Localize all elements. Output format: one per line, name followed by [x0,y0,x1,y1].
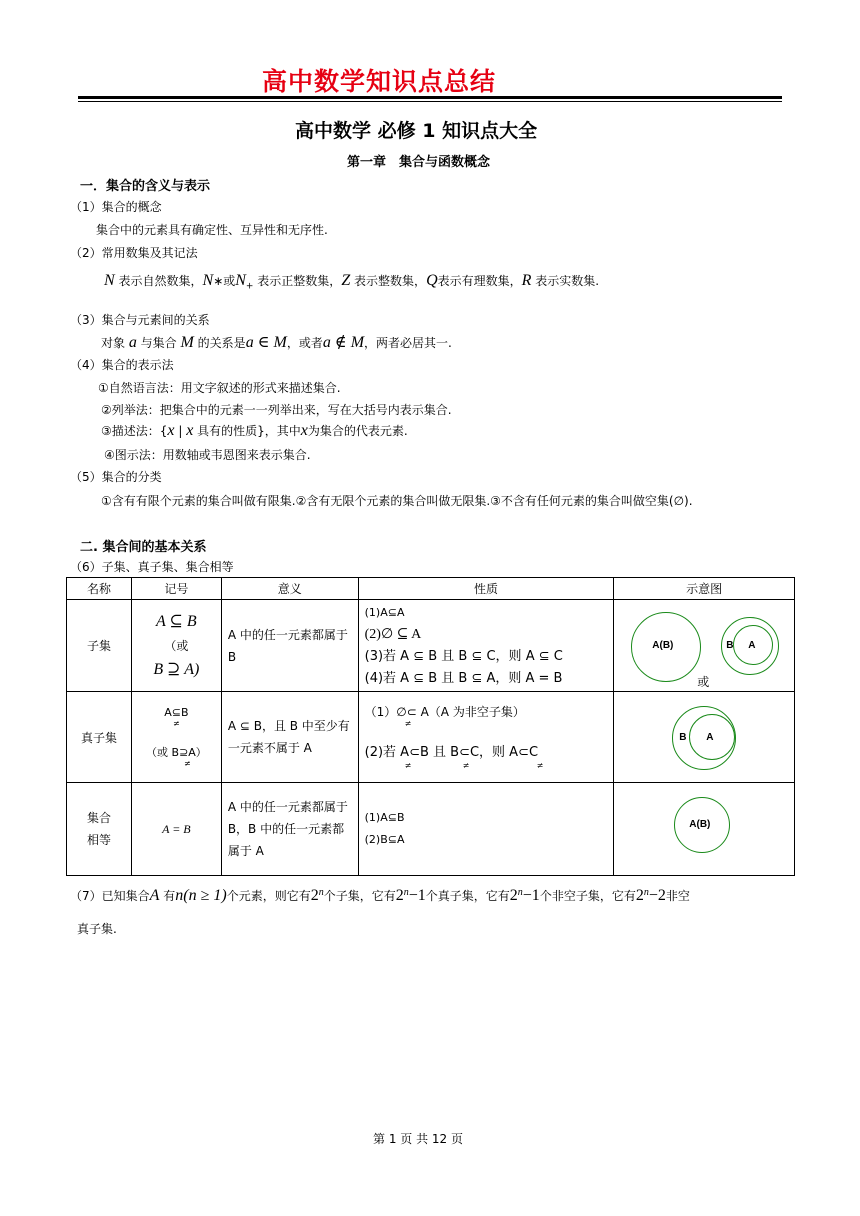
p2-label: （2）常用数集及其记法 [70,246,198,260]
p6-label: （6）子集、真子集、集合相等 [70,560,234,574]
row-subset-diagram [614,600,795,692]
venn-or-text: 或 [697,675,710,689]
header-title: 高中数学知识点总结 [262,67,497,96]
p2-text: N 表示自然数集，N∗或$N_+$ 表示正整数集，Z 表示整数集，Q表示有理数集，R 表示实数集. [104,272,600,292]
venn-label-ab: A(B) [689,819,711,830]
row-subset-properties: (1)A⊆A (2)∅ ⊆ A (3)若 A ⊆ B 且 B ⊆ C，则 A ⊆ C (4)若 A ⊆ B 且 B ⊆ A，则 A = B [358,600,614,692]
chapter-title: 第一章 集合与函数概念 [347,155,491,170]
row-equal-name: 集合 相等 [67,783,132,876]
table-row [67,692,795,783]
p4-label: （4）集合的表示法 [70,358,174,372]
row-proper-subset-diagram [614,692,795,783]
document-title: 高中数学 必修 1 知识点大全 [295,120,538,142]
row-equal-diagram [614,783,795,876]
table-row [67,783,795,876]
p7-line-1: （7）已知集合A 有n(n ≥ 1)个元素，则它有2$^n$个子集，它有$2^n-1$个真子集，它有$2^n-1$个非空子集，它有$2^n-2$非空 [70,887,690,904]
header-name: 名称 [67,578,132,600]
row-proper-subset-properties: （1）∅⊂ A（A 为非空子集） ≠ (2)若 A⊂B 且 B⊂C，则 A⊂C ≠ ≠ ≠ [358,692,614,783]
section-2-heading: 二. 集合间的基本关系 [80,540,207,555]
p7-line-2: 真子集. [77,922,117,936]
p5-label: （5）集合的分类 [70,470,162,484]
venn-label-a: A [706,732,714,743]
p4-item-4: ④图示法：用数轴或韦恩图来表示集合. [104,448,311,462]
header-notation: 记号 [131,578,221,600]
venn-label-b: B [726,640,734,651]
row-subset-notation: A ⊆ B （或 B ⊇ A) [131,600,221,692]
section-1-heading: 一．集合的含义与表示 [80,179,211,194]
p1-label: （1）集合的概念 [70,200,162,214]
venn-label-b: B [679,732,687,743]
p4-item-2: ②列举法：把集合中的元素一一列举出来，写在大括号内表示集合. [101,403,452,417]
row-equal-properties: (1)A⊆B (2)B⊆A [358,783,614,876]
table-header-row [67,578,795,600]
set-relations-table [66,577,795,876]
p3-label: （3）集合与元素间的关系 [70,313,210,327]
page-footer: 第 1 页 共 12 页 [373,1132,463,1146]
row-proper-subset-notation: A⊆B ≠ （或 B⊇A） ≠ [131,692,221,783]
row-proper-subset-name: 真子集 [67,692,132,783]
p1-text: 集合中的元素具有确定性、互异性和无序性. [96,223,328,237]
header-meaning: 意义 [221,578,358,600]
p4-item-1: ①自然语言法：用文字叙述的形式来描述集合. [98,381,341,395]
header-rule-thick [78,96,782,99]
row-subset-meaning: A 中的任一元素都属于 B [221,600,358,692]
header-rule-thin [78,101,782,102]
header-diagram: 示意图 [614,578,795,600]
p4-item-3: ③描述法：{x | x 具有的性质}，其中x为集合的代表元素. [101,422,408,439]
row-proper-subset-meaning: A ⊆ B，且 B 中至少有一元素不属于 A [221,692,358,783]
row-equal-meaning: A 中的任一元素都属于 B，B 中的任一元素都属于 A [221,783,358,876]
venn-label-a: A [748,640,756,651]
header-properties: 性质 [358,578,614,600]
p5-text: ①含有有限个元素的集合叫做有限集.②含有无限个元素的集合叫做无限集.③不含有任何元素的集合叫做空集(∅). [101,494,693,508]
row-subset-name: 子集 [67,600,132,692]
p3-text: 对象 a 与集合 M 的关系是a ∈ M，或者a ∉ M，两者必居其一. [101,334,452,351]
venn-label-ab: A(B) [652,640,674,651]
table-row [67,600,795,692]
row-equal-notation: A = B [131,783,221,876]
